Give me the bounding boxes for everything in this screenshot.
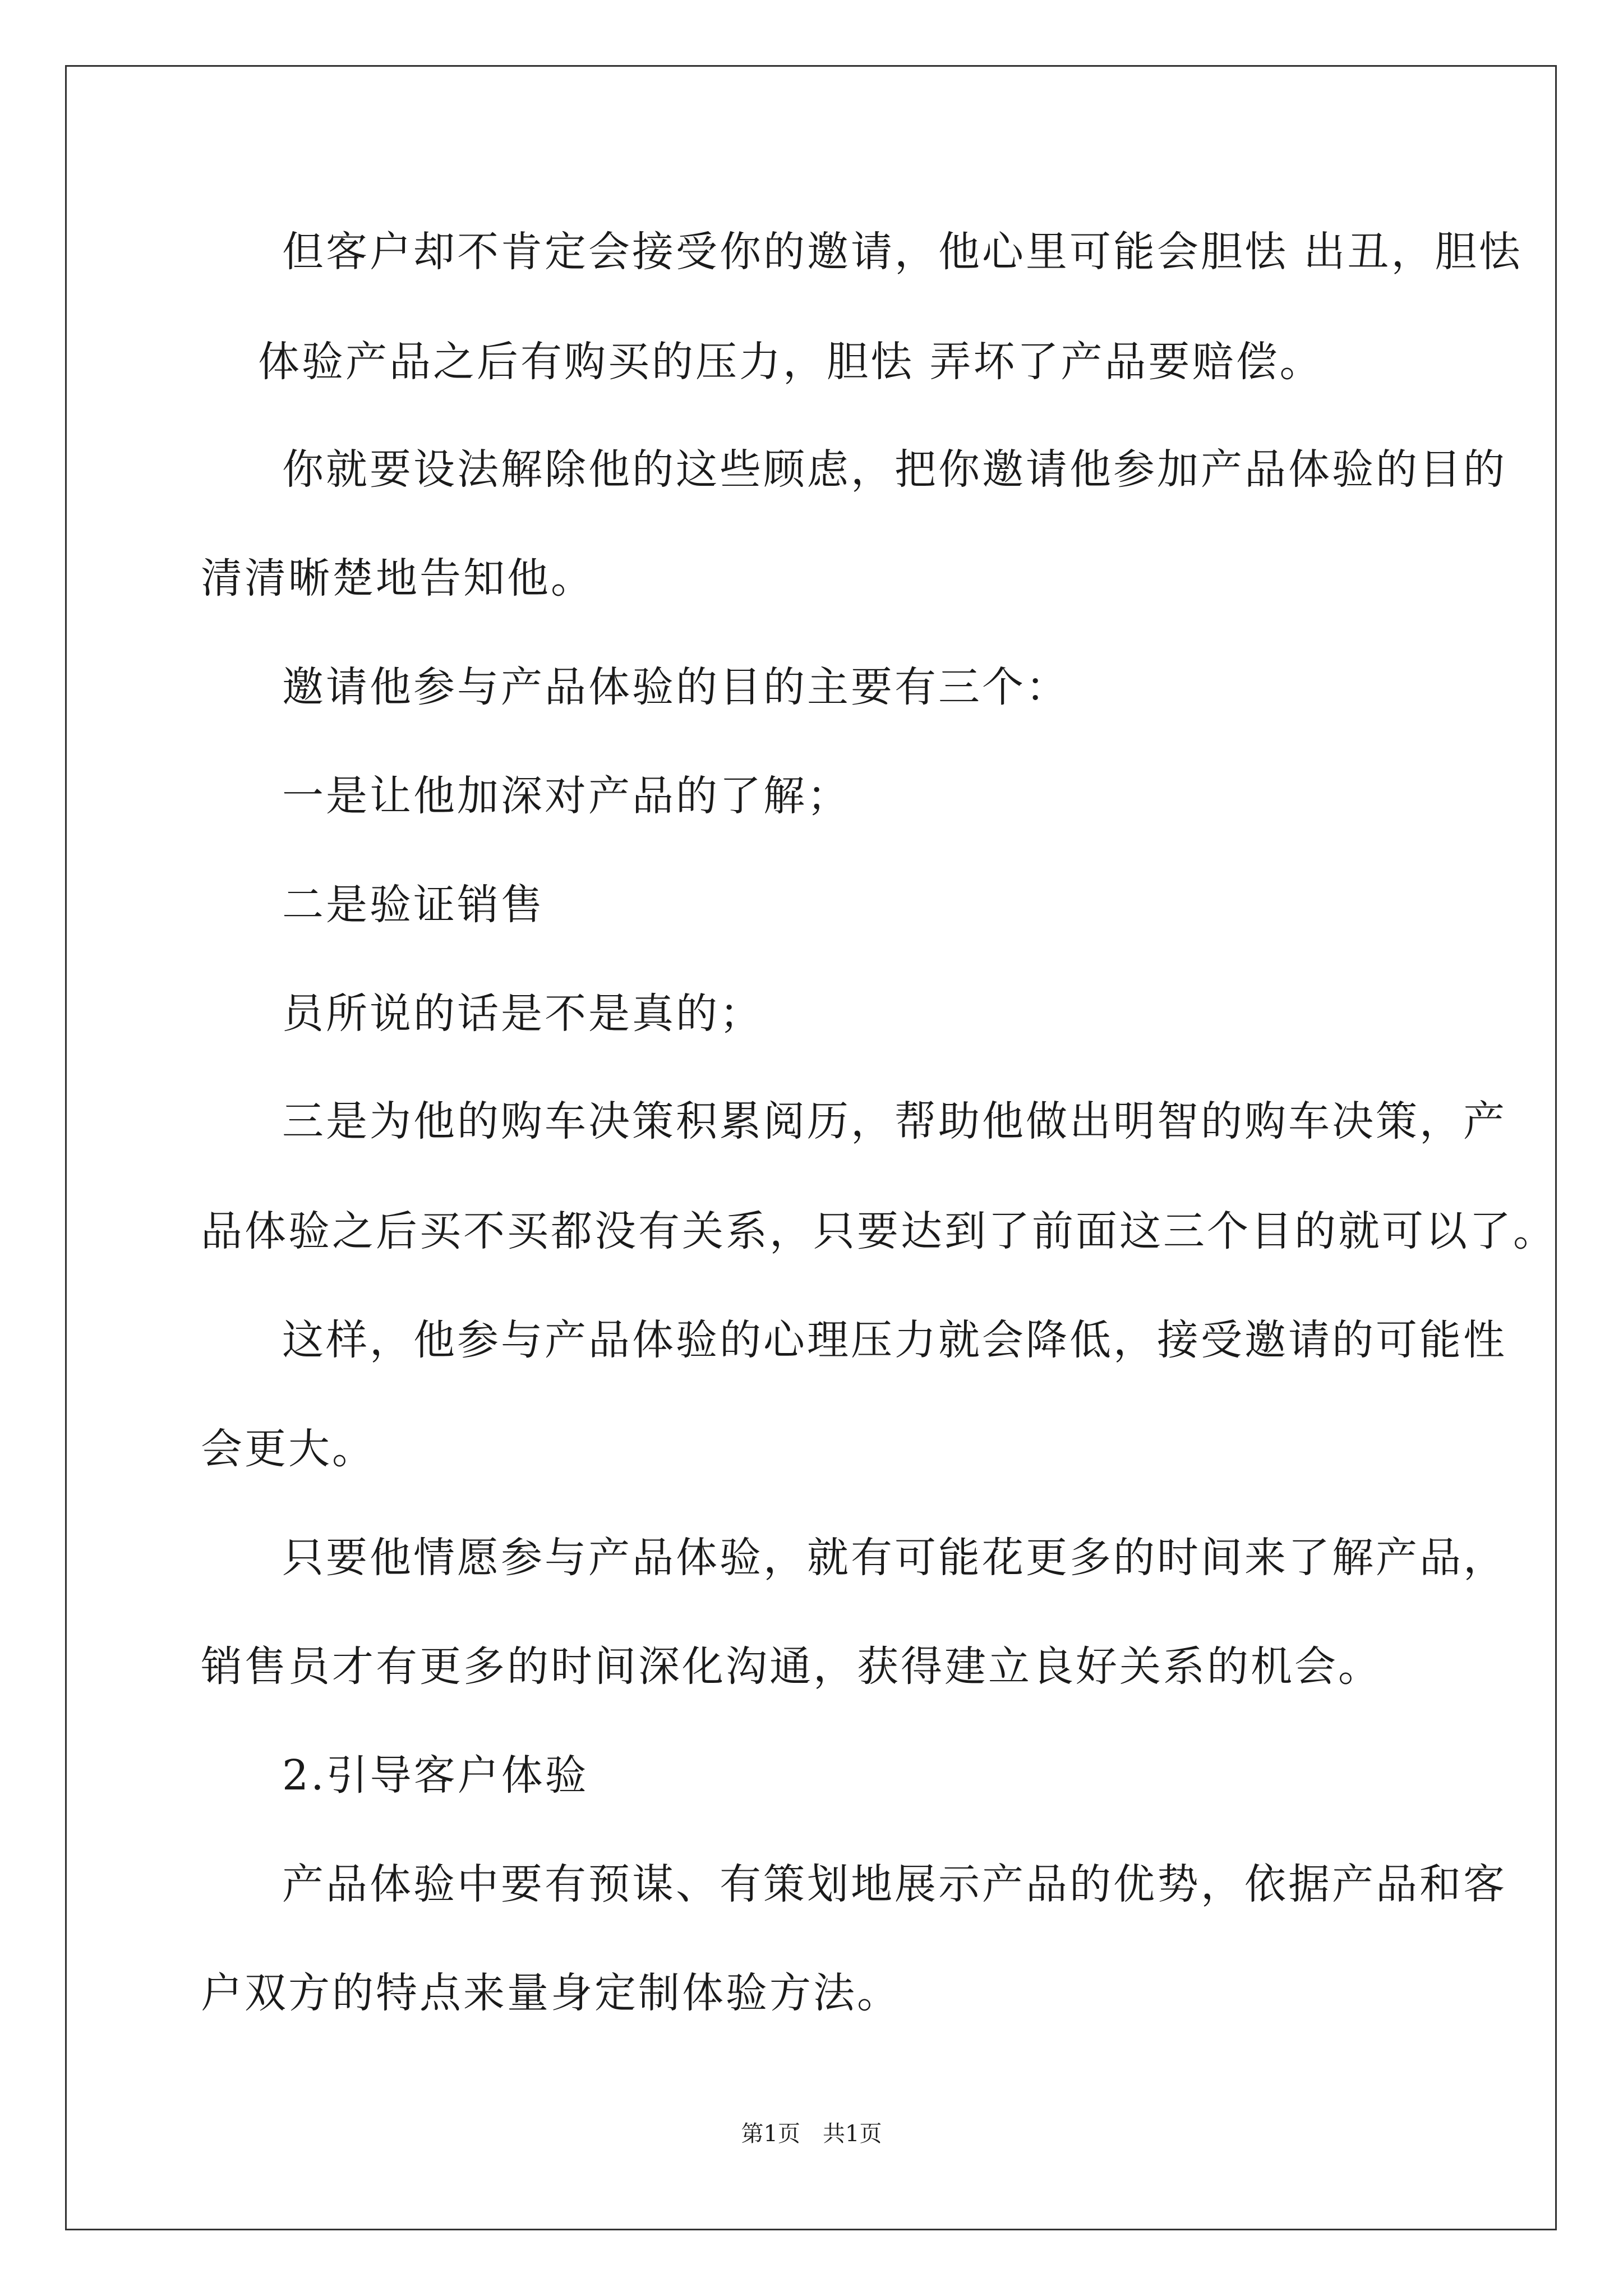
paragraph-line: 产品体验中要有预谋、有策划地展示产品的优势，依据产品和客 (282, 1860, 1507, 1908)
paragraph-line: 体验产品之后有购买的压力，胆怯 弄坏了产品要赔偿。 (258, 338, 1324, 386)
paragraph-line: 清清晰楚地告知他。 (201, 554, 594, 602)
paragraph-line: 会更大。 (201, 1425, 376, 1473)
paragraph-line: 只要他情愿参与产品体验，就有可能花更多的时间来了解产品， (282, 1534, 1507, 1582)
paragraph-line: 三是为他的购车决策积累阅历，帮助他做出明智的购车决策，产 (282, 1097, 1507, 1145)
paragraph-line: 二是验证销售 (282, 881, 545, 929)
paragraph-line: 销售员才有更多的时间深化沟通，获得建立良好关系的机会。 (201, 1642, 1382, 1691)
section-heading: 2.引导客户体验 (282, 1751, 589, 1800)
paragraph-line: 员所说的话是不是真的； (282, 990, 763, 1038)
paragraph-line: 但客户却不肯定会接受你的邀请，他心里可能会胆怯 出丑，胆怯 (282, 228, 1523, 276)
paragraph-line: 一是让他加深对产品的了解； (282, 772, 851, 820)
paragraph-line: 这样，他参与产品体验的心理压力就会降低，接受邀请的可能性 (282, 1316, 1507, 1364)
paragraph-line: 户双方的特点来量身定制体验方法。 (201, 1969, 901, 2017)
paragraph-line: 邀请他参与产品体验的目的主要有三个： (282, 663, 1069, 711)
page-number-footer: 第1页 共1页 (741, 2121, 882, 2147)
paragraph-line: 品体验之后买不买都没有关系，只要达到了前面这三个目的就可以了。 (201, 1207, 1557, 1255)
paragraph-line: 你就要设法解除他的这些顾虑，把你邀请他参加产品体验的目的 (282, 445, 1507, 494)
